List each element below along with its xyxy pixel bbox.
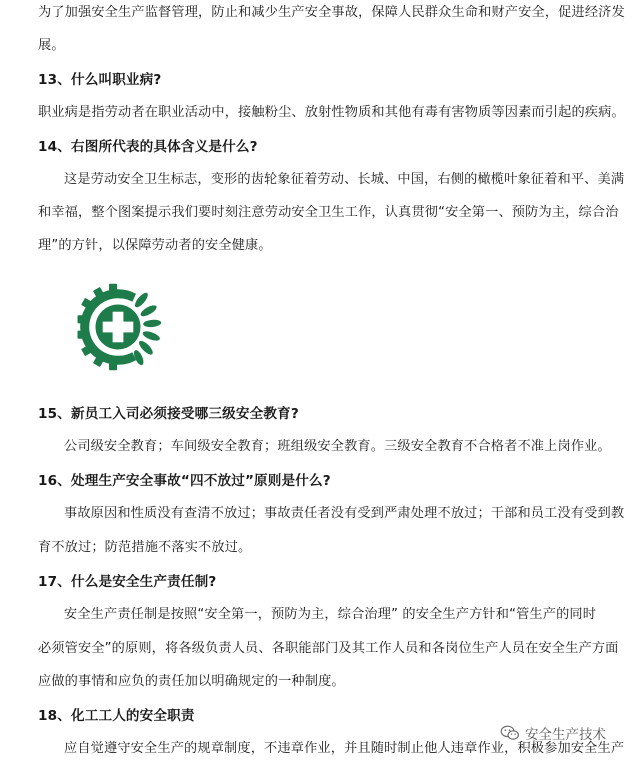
answer-18-line-1: 应自觉遵守安全生产的规章制度，不违章作业，并且随时制止他人违章作业，积极参加安全生产	[64, 741, 625, 756]
answer-15-line-1: 公司级安全教育；车间级安全教育；班组级安全教育。三级安全教育不合格者不准上岗作业。	[64, 439, 611, 454]
answer-17-line-1: 安全生产责任制是按照“安全第一，预防为主，综合治理” 的安全生产方针和“管生产的同时	[64, 607, 597, 622]
answer-14-line-1: 这是劳动安全卫生标志，变形的齿轮象征着劳动、长城、中国，右侧的橄榄叶象征着和平、美满	[64, 172, 625, 187]
watermark-text: 安全生产技术	[525, 727, 606, 743]
question-15-title: 15、新员工入司必须接受哪三级安全教育?	[38, 406, 299, 422]
intro-line-1: 为了加强安全生产监督管理，防止和减少生产安全事故，保障人民群众生命和财产安全，促进经济发	[38, 5, 625, 20]
question-14-title: 14、右图所代表的具体含义是什么?	[38, 139, 258, 155]
answer-16-line-1: 事故原因和性质没有查清不放过；事故责任者没有受到严肃处理不放过；干部和员工没有受到教	[64, 506, 625, 521]
watermark	[500, 721, 606, 745]
question-16-title: 16、处理生产安全事故“四不放过”原则是什么?	[38, 473, 331, 489]
answer-14-line-3: 理”的方针，以保障劳动者的安全健康。	[38, 238, 272, 253]
wechat-icon	[500, 725, 520, 741]
question-17-title: 17、什么是安全生产责任制?	[38, 574, 217, 590]
answer-16-line-2: 育不放过；防范措施不落实不放过。	[38, 540, 252, 555]
answer-17-line-2: 必须管安全”的原则，将各级负责人员、各职能部门及其工作人员和各岗位生产人员在安全生产方面	[38, 641, 619, 656]
answer-13-line-1: 职业病是指劳动者在职业活动中，接触粉尘、放射性物质和其他有毒有害物质等因素而引起的疾病。	[38, 105, 625, 120]
intro-line-2: 展。	[38, 38, 65, 53]
answer-14-line-2: 和幸福，整个图案提示我们要时刻注意劳动安全卫生工作，认真贯彻“安全第一、预防为主，综合治	[38, 205, 619, 220]
labor-safety-health-emblem-icon	[72, 282, 164, 372]
question-13-title: 13、什么叫职业病?	[38, 72, 162, 88]
answer-17-line-3: 应做的事情和应负的责任加以明确规定的一种制度。	[38, 674, 345, 689]
question-18-title: 18、化工工人的安全职责	[38, 708, 195, 724]
